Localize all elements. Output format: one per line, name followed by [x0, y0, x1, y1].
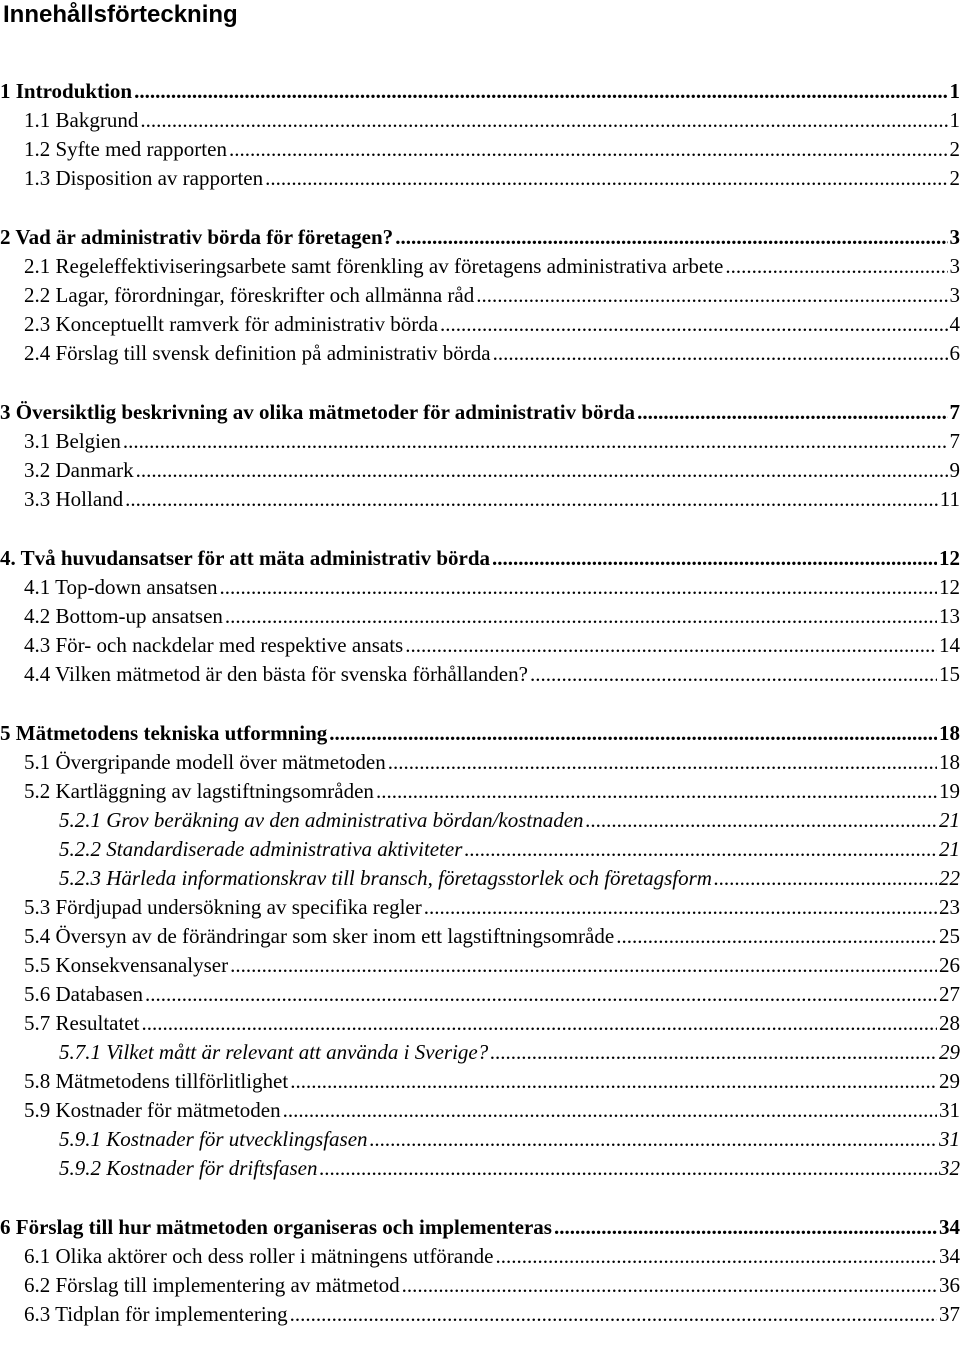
toc-entry-page: 34 [939, 1215, 960, 1239]
toc-entry[interactable] [0, 281, 960, 310]
toc-entry-page: 4 [949, 312, 960, 336]
toc-entry[interactable] [0, 1125, 960, 1154]
toc-entry-title: 5.6 Databasen [24, 982, 143, 1006]
toc-entry[interactable] [0, 777, 960, 806]
dot-leader [388, 748, 937, 777]
toc-entry[interactable] [0, 485, 960, 514]
toc-entry-title: 4.4 Vilken mätmetod är den bästa för svenska förhållanden? [24, 662, 528, 686]
dot-leader [290, 1067, 937, 1096]
dot-leader [125, 485, 938, 514]
dot-leader [402, 1271, 937, 1300]
dot-leader [290, 1300, 937, 1329]
toc-entry-title: 5.2.2 Standardiserade administrativa aktiviteter [59, 837, 463, 861]
toc-entry[interactable] [0, 893, 960, 922]
toc-entry-title: 2.1 Regeleffektiviseringsarbete samt förenkling av företagens administrativa arbete [24, 254, 724, 278]
dot-leader [225, 602, 937, 631]
dot-leader [329, 719, 937, 748]
toc-entry[interactable] [0, 922, 960, 951]
toc-entry-page: 21 [939, 837, 960, 861]
toc-entry-title: 5.5 Konsekvensanalyser [24, 953, 229, 977]
toc-entry-page: 12 [939, 546, 960, 570]
toc-entry-title: 2.4 Förslag till svensk definition på administrativ börda [24, 341, 491, 365]
toc-entry-title: 5.2 Kartläggning av lagstiftningsområden [24, 779, 374, 803]
dot-leader [395, 223, 947, 252]
dot-leader [230, 951, 937, 980]
dot-leader [586, 806, 937, 835]
toc-entry-page: 34 [939, 1244, 960, 1268]
toc-entry-page: 18 [939, 750, 960, 774]
toc-entry-page: 14 [939, 633, 960, 657]
dot-leader [440, 310, 947, 339]
toc-entry-page: 1 [949, 108, 960, 132]
toc-entry[interactable] [0, 1009, 960, 1038]
toc-entry-title: 6.1 Olika aktörer och dess roller i mätningens utförande [24, 1244, 494, 1268]
toc-entry[interactable] [0, 573, 960, 602]
toc-entry[interactable] [0, 1096, 960, 1125]
toc-entry-title: 3.1 Belgien [24, 429, 121, 453]
toc-entry-page: 22 [939, 866, 960, 890]
dot-leader [493, 339, 948, 368]
toc-entry[interactable] [0, 252, 960, 281]
toc-entry[interactable] [0, 164, 960, 193]
toc-entry[interactable] [0, 1213, 960, 1242]
dot-leader [476, 281, 947, 310]
toc-entry-title: 5.2.3 Härleda informationskrav till bransch, företagsstorlek och företagsform [59, 866, 712, 890]
toc-entry-title: 1 Introduktion [0, 79, 133, 103]
toc-entry[interactable] [0, 660, 960, 689]
toc-entry-page: 3 [949, 254, 960, 278]
toc-entry-page: 25 [939, 924, 960, 948]
toc-entry-title: 5.7.1 Vilket mått är relevant att använda i Sverige? [59, 1040, 489, 1064]
toc-entry-page: 13 [939, 604, 960, 628]
toc-entry-title: 6 Förslag till hur mätmetoden organiseras och implementeras [0, 1215, 552, 1239]
dot-leader [319, 1154, 937, 1183]
dot-leader [637, 398, 947, 427]
toc-entry-page: 36 [939, 1273, 960, 1297]
dot-leader [616, 922, 937, 951]
toc-entry-title: 1.3 Disposition av rapporten [24, 166, 264, 190]
toc-entry-page: 21 [939, 808, 960, 832]
toc-entry-page: 18 [939, 721, 960, 745]
toc-entry[interactable] [0, 602, 960, 631]
toc-entry-title: 4. Två huvudansatser för att mäta administrativ börda [0, 546, 491, 570]
toc-entry-page: 3 [949, 225, 960, 249]
toc-entry-title: 2.2 Lagar, förordningar, föreskrifter och allmänna råd [24, 283, 475, 307]
dot-leader [554, 1213, 937, 1242]
toc-entry-page: 37 [939, 1302, 960, 1326]
toc-entry-title: 5.7 Resultatet [24, 1011, 140, 1035]
toc-entry-title: 4.3 För- och nackdelar med respektive ansats [24, 633, 404, 657]
toc-entry-title: 2 Vad är administrativ börda för företagen? [0, 225, 394, 249]
toc-entry-page: 31 [939, 1127, 960, 1151]
dot-leader [405, 631, 937, 660]
toc-entry-title: 5.9.2 Kostnader för driftsfasen [59, 1156, 318, 1180]
toc-entry-title: 6.3 Tidplan för implementering [24, 1302, 288, 1326]
toc-entry-page: 7 [949, 429, 960, 453]
dot-leader [495, 1242, 937, 1271]
toc-entry-page: 9 [949, 458, 960, 482]
toc-entry[interactable] [0, 835, 960, 864]
dot-leader [725, 252, 947, 281]
toc-entry[interactable] [0, 427, 960, 456]
toc-entry-page: 27 [939, 982, 960, 1006]
toc-entry-title: 5 Mätmetodens tekniska utformning [0, 721, 328, 745]
toc-entry[interactable] [0, 1271, 960, 1300]
toc-entry-title: 5.9.1 Kostnader för utvecklingsfasen [59, 1127, 368, 1151]
toc-entry-page: 28 [939, 1011, 960, 1035]
dot-leader [123, 427, 948, 456]
toc-entry[interactable] [0, 106, 960, 135]
toc-entry-page: 2 [949, 137, 960, 161]
toc-entry-page: 32 [939, 1156, 960, 1180]
toc-entry-page: 6 [949, 341, 960, 365]
toc-entry-title: 5.9 Kostnader för mätmetoden [24, 1098, 281, 1122]
toc-entry[interactable] [0, 1242, 960, 1271]
dot-leader [490, 1038, 937, 1067]
dot-leader [464, 835, 937, 864]
toc-entry[interactable] [0, 310, 960, 339]
dot-leader [140, 106, 947, 135]
toc-entry-title: 5.1 Övergripande modell över mätmetoden [24, 750, 386, 774]
toc-entry[interactable] [0, 223, 960, 252]
toc-entry-page: 2 [949, 166, 960, 190]
toc-entry-title: 4.1 Top-down ansatsen [24, 575, 218, 599]
toc-entry-title: 5.8 Mätmetodens tillförlitlighet [24, 1069, 289, 1093]
dot-leader [424, 893, 937, 922]
toc-entry[interactable] [0, 398, 960, 427]
toc-entry[interactable] [0, 980, 960, 1009]
toc-entry-title: 6.2 Förslag till implementering av mätmetod [24, 1273, 400, 1297]
dot-leader [229, 135, 948, 164]
toc-entry[interactable] [0, 719, 960, 748]
toc-entry[interactable] [0, 135, 960, 164]
toc-entry[interactable] [0, 1300, 960, 1329]
toc-entry-page: 12 [939, 575, 960, 599]
toc-entry-page: 29 [939, 1040, 960, 1064]
toc-entry-title: 3.3 Holland [24, 487, 124, 511]
toc-entry[interactable] [0, 951, 960, 980]
toc-entry-title: 5.4 Översyn av de förändringar som sker inom ett lagstiftningsområde [24, 924, 615, 948]
toc-entry-page: 26 [939, 953, 960, 977]
toc-entry-title: 5.2.1 Grov beräkning av den administrativa bördan/kostnaden [59, 808, 584, 832]
dot-leader [145, 980, 937, 1009]
toc-entry-page: 7 [949, 400, 960, 424]
toc-heading: Innehållsförteckning [3, 1, 238, 28]
toc-entry[interactable] [0, 748, 960, 777]
toc-entry-title: 4.2 Bottom-up ansatsen [24, 604, 223, 628]
toc-entry[interactable] [0, 77, 960, 106]
toc-entry-title: 1.2 Syfte med rapporten [24, 137, 227, 161]
dot-leader [265, 164, 947, 193]
toc-entry-page: 29 [939, 1069, 960, 1093]
toc-entry-title: 5.3 Fördjupad undersökning av specifika regler [24, 895, 422, 919]
toc-entry-page: 19 [939, 779, 960, 803]
toc-entry-page: 3 [949, 283, 960, 307]
dot-leader [714, 864, 937, 893]
toc-entry[interactable] [0, 631, 960, 660]
toc-entry-title: 3.2 Danmark [24, 458, 134, 482]
toc-entry-page: 1 [949, 79, 960, 103]
dot-leader [530, 660, 937, 689]
toc-entry[interactable] [0, 339, 960, 368]
toc-entry-page: 23 [939, 895, 960, 919]
dot-leader [283, 1096, 937, 1125]
dot-leader [376, 777, 937, 806]
dot-leader [136, 456, 948, 485]
dot-leader [492, 544, 937, 573]
toc-entry[interactable] [0, 544, 960, 573]
dot-leader [141, 1009, 937, 1038]
toc-entry-title: 3 Översiktlig beskrivning av olika mätmetoder för administrativ börda [0, 400, 636, 424]
toc-entry[interactable] [0, 1038, 960, 1067]
toc-entry[interactable] [0, 1154, 960, 1183]
toc-entry-page: 15 [939, 662, 960, 686]
toc-entry-page: 31 [939, 1098, 960, 1122]
toc-entry[interactable] [0, 864, 960, 893]
dot-leader [134, 77, 947, 106]
dot-leader [370, 1125, 937, 1154]
toc-entry-page: 11 [939, 487, 960, 511]
toc-entry[interactable] [0, 1067, 960, 1096]
dot-leader [220, 573, 937, 602]
toc-entry[interactable] [0, 456, 960, 485]
toc-entry-title: 1.1 Bakgrund [24, 108, 139, 132]
toc-entry-title: 2.3 Konceptuellt ramverk för administrativ börda [24, 312, 439, 336]
toc-entry[interactable] [0, 806, 960, 835]
